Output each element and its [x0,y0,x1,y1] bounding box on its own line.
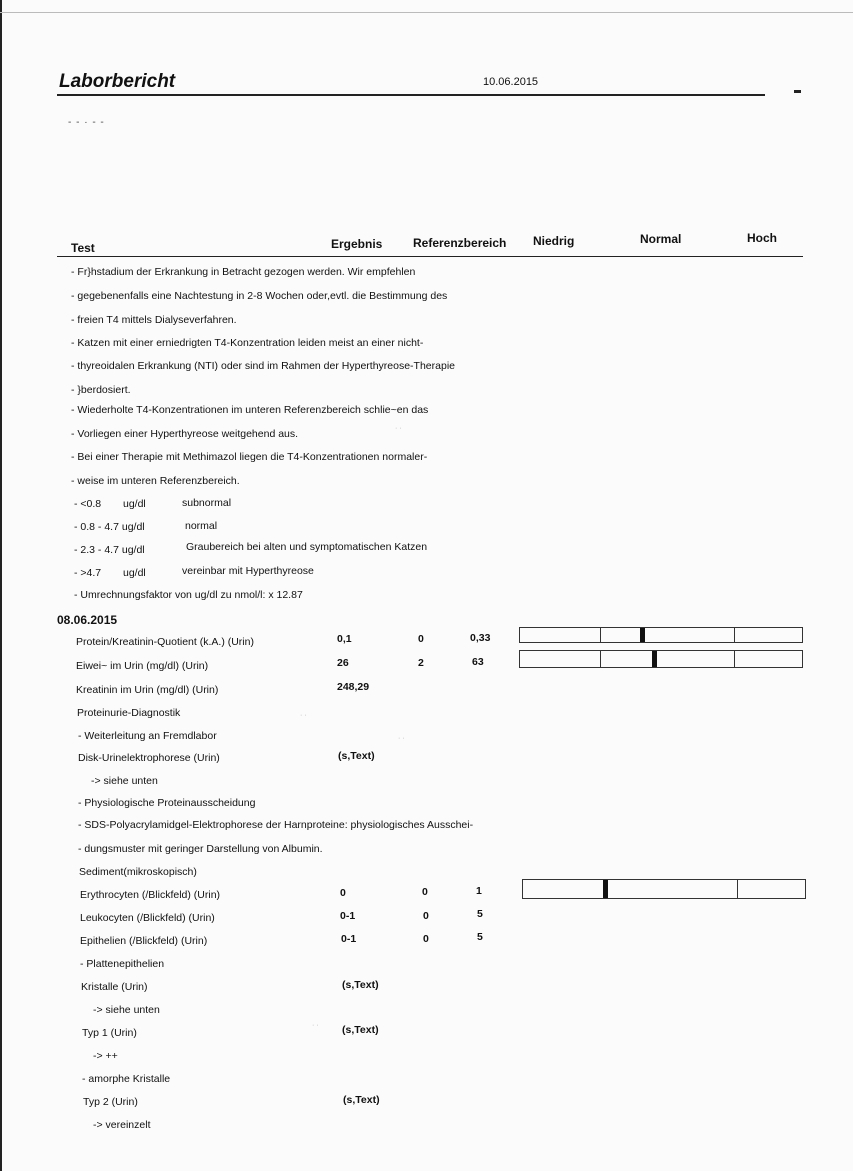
level-bar-tick [737,880,738,898]
result-test: - amorphe Kristalle [82,1073,171,1085]
result-value: 0-1 [341,933,357,945]
result-test: Protein/Kreatinin-Quotient (k.A.) (Urin) [76,636,254,648]
range-meaning: Graubereich bei alten und symptomatischen Katzen [186,541,428,553]
scan-speck: · · [398,735,405,742]
result-ref-low: 0 [418,633,424,645]
report-date: 10.06.2015 [483,76,539,88]
result-test: -> vereinzelt [93,1119,151,1131]
result-test: Disk-Urinelektrophorese (Urin) [78,752,220,764]
result-ref-low: 0 [423,933,429,945]
note-line: - thyreoidalen Erkrankung (NTI) oder sind im Rahmen der Hyperthyreose-Therapie [71,360,455,372]
title-rule-mark [794,90,801,93]
result-ref-high: 1 [476,885,482,897]
range-value: - >4.7 [74,567,102,579]
header-dashes: - - · - - [68,117,105,128]
result-test: - SDS-Polyacrylamidgel-Elektrophorese der Harnproteine: physiologisches Ausschei- [78,819,474,831]
result-test: Kristalle (Urin) [81,981,148,993]
note-line: - weise im unteren Referenzbereich. [71,475,240,487]
result-value: (s,Text) [342,979,379,991]
result-test: Typ 1 (Urin) [82,1027,137,1039]
result-test: - Physiologische Proteinausscheidung [78,797,256,809]
title-rule [57,94,765,96]
result-test: -> ++ [93,1050,118,1062]
header-ergebnis: Ergebnis [331,237,383,251]
range-value: - 2.3 - 4.7 ug/dl [74,544,145,556]
range-unit: ug/dl [123,498,146,510]
result-ref-low: 2 [418,657,424,669]
level-bar-tick [734,651,735,667]
report-title: Laborbericht [59,71,176,92]
note-line: - Wiederholte T4-Konzentrationen im unteren Referenzbereich schlie~en das [71,404,429,416]
level-bar-tick [734,628,735,642]
result-value: (s,Text) [343,1094,380,1106]
range-value: - <0.8 [74,498,102,510]
range-meaning: vereinbar mit Hyperthyreose [182,565,314,577]
result-ref-high: 63 [472,656,484,668]
header-rule [57,256,803,257]
level-bar-tick [600,651,601,667]
range-meaning: subnormal [182,497,232,509]
note-line: - }berdosiert. [71,384,131,396]
result-value: 248,29 [337,681,370,693]
range-value: - 0.8 - 4.7 ug/dl [74,521,145,533]
note-line: - freien T4 mittels Dialyseverfahren. [71,314,237,326]
result-test: -> siehe unten [91,775,158,787]
note-line: - Bei einer Therapie mit Methimazol liegen die T4-Konzentrationen normaler- [71,451,428,463]
note-line: - Vorliegen einer Hyperthyreose weitgehend aus. [71,428,299,440]
result-test: Eiwei~ im Urin (mg/dl) (Urin) [76,660,209,672]
result-ref-low: 0 [422,886,428,898]
result-level-marker [640,628,645,642]
scan-speck: · · [300,712,307,719]
section-date: 08.06.2015 [57,613,118,627]
result-ref-high: 0,33 [470,632,491,644]
result-test: Sediment(mikroskopisch) [79,866,197,878]
result-test: -> siehe unten [93,1004,160,1016]
result-level-marker [603,880,608,898]
top-rule [0,12,853,13]
result-test: Leukocyten (/Blickfeld) (Urin) [80,912,215,924]
range-meaning: normal [185,520,218,532]
note-line: - gegebenenfalls eine Nachtestung in 2-8 Wochen oder,evtl. die Bestimmung des [71,290,448,302]
result-value: (s,Text) [338,750,375,762]
conversion-note: - Umrechnungsfaktor von ug/dl zu nmol/l: x 12.87 [74,589,303,601]
result-value: 26 [337,657,349,669]
note-line: - Katzen mit einer erniedrigten T4-Konzentration leiden meist an einer nicht- [71,337,424,349]
result-test: Kreatinin im Urin (mg/dl) (Urin) [76,684,219,696]
header-normal: Normal [640,232,682,246]
scan-speck: · · [395,425,402,432]
result-value: 0-1 [340,910,356,922]
result-test: - dungsmuster mit geringer Darstellung von Albumin. [78,843,323,855]
header-test: Test [71,241,95,255]
result-test: Erythrocyten (/Blickfeld) (Urin) [80,889,221,901]
result-value: 0,1 [337,633,352,645]
result-level-bar [519,650,803,668]
header-niedrig: Niedrig [533,234,575,248]
result-value: 0 [340,887,346,899]
result-level-marker [652,651,657,667]
result-level-bar [519,627,803,643]
range-unit: ug/dl [123,567,146,579]
result-test: - Plattenepithelien [80,958,165,970]
scan-speck: · · [312,1022,319,1029]
result-level-bar [522,879,806,899]
scan-left-edge [0,0,2,1171]
result-test: Typ 2 (Urin) [83,1096,138,1108]
level-bar-tick [600,628,601,642]
result-ref-high: 5 [477,908,483,920]
header-hoch: Hoch [747,231,777,245]
result-test: - Weiterleitung an Fremdlabor [78,730,217,742]
result-ref-high: 5 [477,931,483,943]
result-test: Epithelien (/Blickfeld) (Urin) [80,935,208,947]
note-line: - Fr}hstadium der Erkrankung in Betracht gezogen werden. Wir empfehlen [71,266,416,278]
result-test: Proteinurie-Diagnostik [77,707,181,719]
result-value: (s,Text) [342,1024,379,1036]
header-referenzbereich: Referenzbereich [413,236,507,250]
result-ref-low: 0 [423,910,429,922]
